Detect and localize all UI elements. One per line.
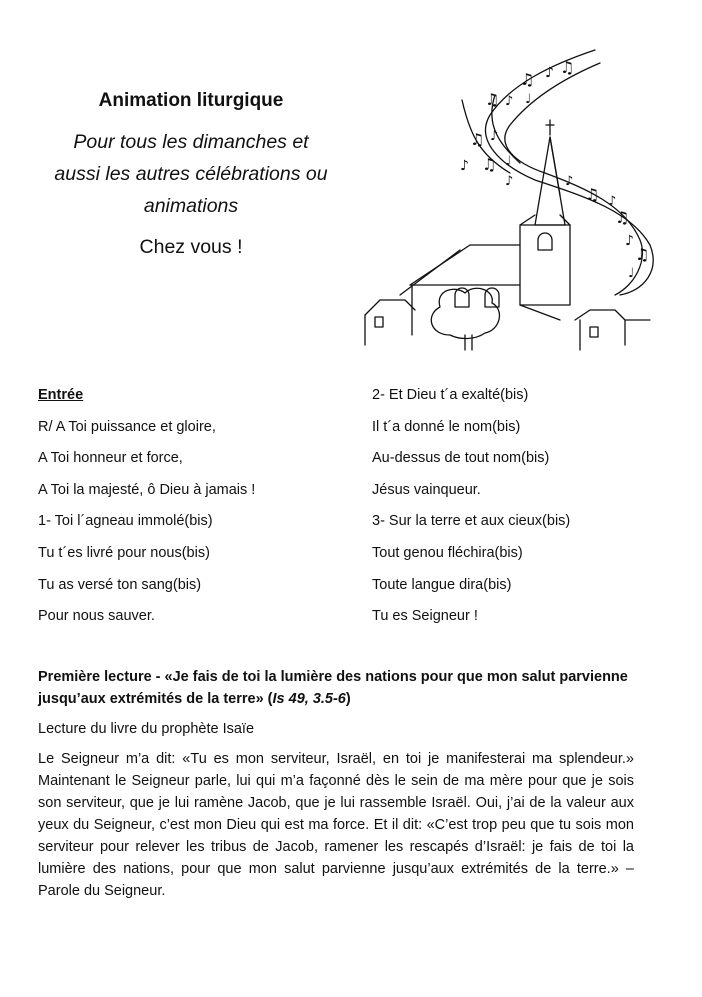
hymn-line: Jésus vainqueur. [372,481,481,498]
svg-text:♫: ♫ [615,208,630,227]
reading-body: Le Seigneur m’a dit: «Tu es mon serviteur, Israël, en toi je manifesterai ma splendeur.» Maintenant le Seigneur parle, lui qui m’a façonné dès le sein de ma mère pour que je sois son serviteur, que je lui ramène Jacob, que je lui rassemble Israël. Oui, j’ai de la valeur aux yeux du Seigneur, c’est mon Dieu qui est ma force. Et il dit: «C’est trop peu que tu sois mon serviteur pour relever les tribus de Jacob, ramener les rescapés d’Israël: je fais de toi la lumière des nations, pour que mon salut parvienne jusqu’aux extrémités de la terre.» – Parole du Seigneur. [38,751,634,899]
svg-text:♪: ♪ [565,174,574,189]
music-notes [460,58,649,281]
subtitle [30,126,352,222]
svg-text:♪: ♪ [490,129,499,144]
svg-text:♩: ♩ [505,154,512,169]
svg-text:♪: ♪ [545,65,554,81]
hymn-line: Pour nous sauver. [38,608,155,625]
page-title: Animation liturgique [98,90,284,111]
hymn-line: Tu as versé ton sang(bis) [38,576,202,593]
hymn-line: A Toi honneur et force, [38,450,183,467]
hymn-line: Tout genou fléchira(bis) [372,544,523,561]
svg-text:♩: ♩ [525,92,532,107]
reading-reference: Is 49, 3.5-6 [272,691,346,707]
svg-text:♫: ♫ [485,90,500,109]
hymn-heading: Entrée [38,387,84,403]
first-reading [38,666,634,902]
hymn-line: Toute langue dira(bis) [372,576,512,593]
header [30,90,352,259]
church-illustration [360,45,660,355]
hymn-line: 2- Et Dieu t´a exalté(bis) [372,387,529,403]
hymn-column-right [372,384,692,637]
hymn-line: 1- Toi l´agneau immolé(bis) [38,513,213,530]
hymn-line: Au-dessus de tout nom(bis) [372,450,550,467]
reading-title-text: Première lecture - «Je fais de toi la lumière des nations pour que mon salut parvienne jusqu’aux extrémités de la terre» ( [38,669,628,707]
subtitle-line: aussi les autres célébrations ou [54,163,328,185]
hymn-line: 3- Sur la terre et aux cieux(bis) [372,513,571,530]
hymn-line: Tu t´es livré pour nous(bis) [38,544,210,561]
hymn-line: Il t´a donné le nom(bis) [372,418,521,435]
svg-text:♫: ♫ [560,58,575,77]
hymn-column-left [38,384,358,637]
svg-text:♫: ♫ [482,155,497,174]
svg-text:♪: ♪ [505,174,514,189]
svg-text:♩: ♩ [628,266,635,281]
svg-text:♪: ♪ [505,94,514,109]
reading-title [38,666,634,710]
subtitle-line: Pour tous les dimanches et [73,131,309,153]
svg-text:♫: ♫ [585,185,600,204]
reading-intro: Lecture du livre du prophète Isaïe [38,721,255,737]
svg-text:♪: ♪ [608,194,617,209]
svg-text:♪: ♪ [460,158,469,174]
svg-text:♪: ♪ [625,233,634,249]
svg-text:♫: ♫ [470,130,485,149]
chez-vous-text: Chez vous ! [139,236,243,258]
reading-title-end: ) [345,691,351,707]
hymn-line: R/ A Toi puissance et gloire, [38,418,216,435]
subtitle-line: animations [143,195,239,217]
hymn-line: A Toi la majesté, ô Dieu à jamais ! [38,481,256,498]
svg-text:♫: ♫ [520,70,535,89]
hymn-line: Tu es Seigneur ! [372,608,478,625]
svg-text:♫: ♫ [635,245,650,264]
